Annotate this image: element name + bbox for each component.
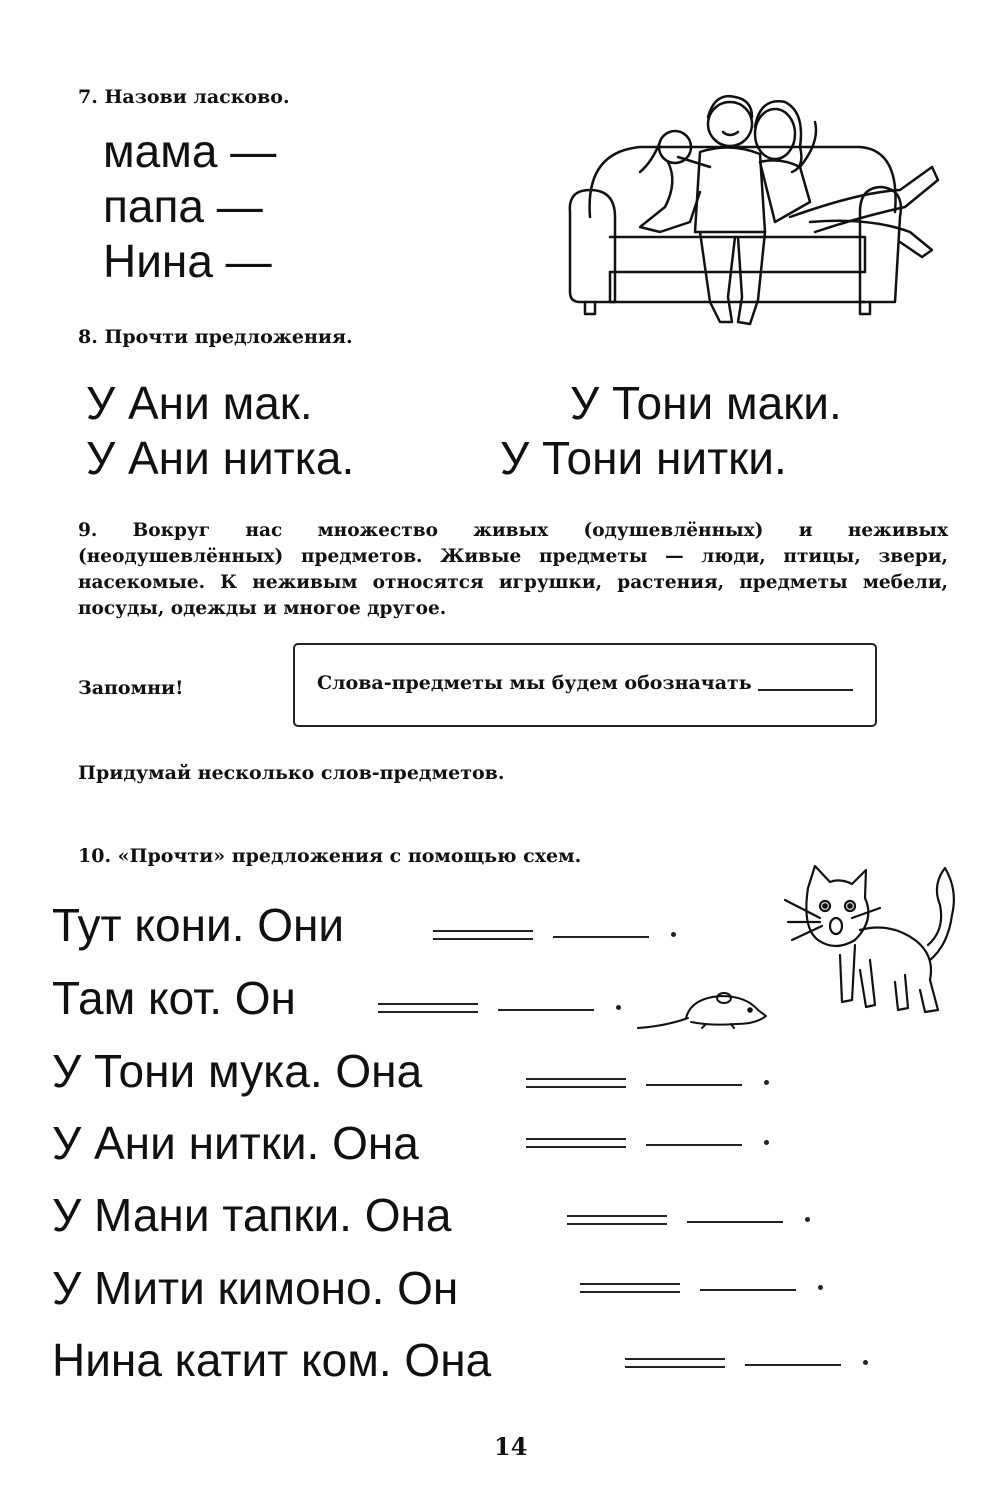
cat-illustration <box>780 860 960 1025</box>
task9-paragraph: 9. Вокруг нас множество живых (одушевлённых) и неживых (неодушевлённых) предметов. Живые предметы — люди, птицы, звери, насекомые. К неживым относятся игрушки, растения, предметы мебели, посуды, одежды и многое другое. <box>78 520 948 619</box>
scheme-period <box>818 1285 823 1290</box>
task7-word-papa: папа — <box>103 180 263 232</box>
scheme-period <box>764 1080 769 1085</box>
scheme-period <box>616 1005 621 1010</box>
sentence-2: Там кот. Он <box>52 972 296 1024</box>
sentence-3: У Тони мука. Она <box>52 1045 423 1097</box>
task8-left-2: У Ани нитка. <box>86 432 355 484</box>
task8-right-1: У Тони маки. <box>570 377 842 429</box>
task7-word-mama: мама — <box>103 125 277 177</box>
scheme-predicate-line <box>700 1289 796 1291</box>
sentence-1: Тут кони. Они <box>52 899 345 951</box>
task7-word-nina: Нина — <box>103 235 272 287</box>
scheme-subject-line <box>526 1138 626 1148</box>
mouse-illustration <box>636 988 771 1033</box>
scheme-predicate-line <box>553 936 649 938</box>
task10-title: 10. «Прочти» предложения с помощью схем. <box>78 845 582 867</box>
remember-box-text <box>317 672 853 694</box>
scheme-subject-line <box>526 1078 626 1088</box>
invent-words-prompt: Придумай несколько слов-предметов. <box>78 762 505 784</box>
scheme-subject-line <box>433 930 533 940</box>
scheme-period <box>863 1360 868 1365</box>
family-on-sofa-illustration <box>560 72 960 337</box>
sentence-6: У Мити кимоно. Он <box>52 1262 459 1314</box>
page-number: 14 <box>494 1432 528 1461</box>
scheme-subject-line <box>580 1283 680 1293</box>
scheme-period <box>764 1140 769 1145</box>
scheme-subject-line <box>378 1003 478 1013</box>
scheme-subject-line <box>567 1215 667 1225</box>
scheme-period <box>805 1217 810 1222</box>
task7-title: 7. Назови ласково. <box>78 86 290 108</box>
remember-box <box>293 643 877 727</box>
sentence-5: У Мани тапки. Она <box>52 1189 452 1241</box>
scheme-period <box>671 932 676 937</box>
sentence-4: У Ани нитки. Она <box>52 1117 419 1169</box>
remember-label: Запомни! <box>78 677 184 699</box>
scheme-predicate-line <box>687 1221 783 1223</box>
remember-box-label: Слова-предметы мы будем обозначать <box>317 672 752 694</box>
task8-title: 8. Прочти предложения. <box>78 326 353 348</box>
scheme-predicate-line <box>646 1144 742 1146</box>
scheme-predicate-line <box>498 1009 594 1011</box>
scheme-predicate-line <box>745 1364 841 1366</box>
remember-box-blank[interactable] <box>758 689 853 691</box>
task8-right-2: У Тони нитки. <box>500 432 787 484</box>
scheme-predicate-line <box>646 1084 742 1086</box>
task8-left-1: У Ани мак. <box>86 377 313 429</box>
sentence-7: Нина катит ком. Она <box>52 1334 492 1386</box>
scheme-subject-line <box>625 1358 725 1368</box>
